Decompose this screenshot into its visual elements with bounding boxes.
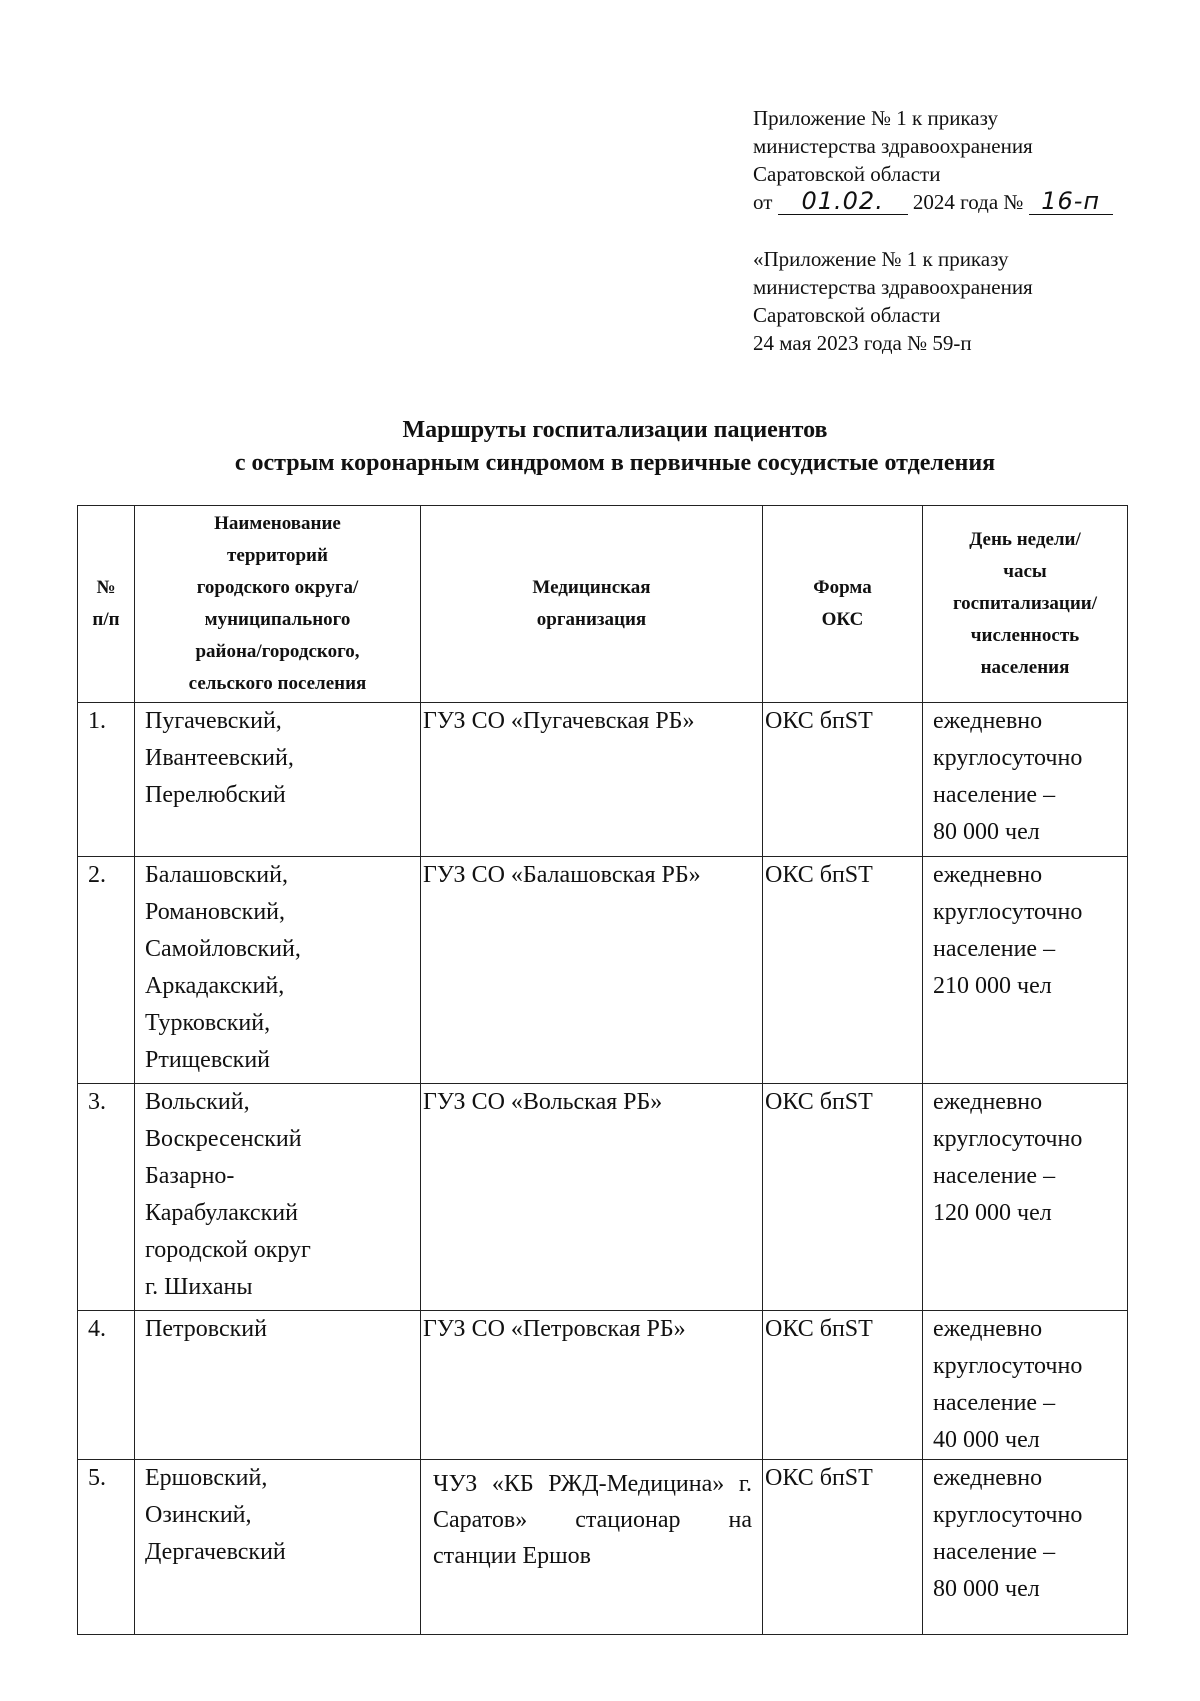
- header-territory-line: городского округа/: [196, 577, 359, 598]
- row-acs-form: ОКС бпST: [763, 1460, 923, 1635]
- row-organization: ЧУЗ «КБ РЖД-Медицина» г. Саратов» стационар на станции Ершов: [421, 1460, 763, 1635]
- table-row: [78, 1084, 1128, 1311]
- row-schedule: [923, 1084, 1128, 1311]
- row-schedule: [923, 1460, 1128, 1635]
- header-day-line: численность: [970, 625, 1080, 646]
- title-line-1: Маршруты госпитализации пациентов: [402, 417, 828, 443]
- header-form-line: Форма: [813, 577, 872, 598]
- territory-line: Пугачевский,: [145, 708, 282, 734]
- date-prefix: от: [753, 190, 773, 214]
- territory-line: Дергачевский: [145, 1539, 286, 1565]
- handwritten-number: 16-п: [1029, 189, 1113, 215]
- territory-line: Самойловский,: [145, 936, 301, 962]
- order-date-line: [753, 188, 1173, 216]
- schedule-line: ежедневно: [933, 862, 1043, 888]
- header-num: [78, 506, 135, 703]
- row-acs-form: ОКС бпST: [763, 1311, 923, 1460]
- table-row: [78, 703, 1128, 857]
- header-territory-line: территорий: [227, 545, 328, 566]
- row-schedule: [923, 857, 1128, 1084]
- order-line-2: министерства здравоохранения: [753, 134, 1033, 158]
- header-org-line: организация: [536, 609, 647, 630]
- routes-table: [77, 505, 1128, 1635]
- schedule-line: население –: [933, 1539, 1056, 1565]
- header-day-line: День недели/: [969, 529, 1081, 550]
- row-schedule: [923, 1311, 1128, 1460]
- row-number: 4.: [78, 1311, 135, 1460]
- table-row: [78, 1460, 1128, 1635]
- row-number: 3.: [78, 1084, 135, 1311]
- schedule-line: население –: [933, 1163, 1056, 1189]
- header-day-line: населения: [980, 657, 1070, 678]
- header-day-line: часы: [1003, 561, 1047, 582]
- territory-line: г. Шиханы: [145, 1274, 253, 1300]
- schedule-line: 210 000 чел: [933, 973, 1052, 999]
- territory-line: Ртищевский: [145, 1047, 271, 1073]
- schedule-line: 80 000 чел: [933, 1576, 1040, 1602]
- table-row: [78, 1311, 1128, 1460]
- schedule-line: ежедневно: [933, 708, 1043, 734]
- schedule-line: население –: [933, 782, 1056, 808]
- territory-line: Ивантеевский,: [145, 745, 294, 771]
- territory-line: Турковский,: [145, 1010, 271, 1036]
- handwritten-date: 01.02.: [778, 189, 908, 215]
- territory-line: Перелюбский: [145, 782, 286, 808]
- row-territory: [135, 857, 421, 1084]
- schedule-line: 120 000 чел: [933, 1200, 1052, 1226]
- row-organization: ГУЗ СО «Пугачевская РБ»: [421, 703, 763, 857]
- schedule-line: ежедневно: [933, 1465, 1043, 1491]
- schedule-line: круглосуточно: [933, 1502, 1083, 1528]
- header-territory-line: сельского поселения: [188, 673, 367, 694]
- prev-order-line-4: 24 мая 2023 года № 59-п: [753, 331, 972, 355]
- territory-line: Аркадакский,: [145, 973, 285, 999]
- row-number: 2.: [78, 857, 135, 1084]
- table-header-row: [78, 506, 1128, 703]
- row-territory: [135, 1311, 421, 1460]
- prev-order-line-2: министерства здравоохранения: [753, 275, 1033, 299]
- order-reference-current: [753, 104, 1173, 216]
- row-organization: ГУЗ СО «Петровская РБ»: [421, 1311, 763, 1460]
- row-organization: ГУЗ СО «Балашовская РБ»: [421, 857, 763, 1084]
- schedule-line: круглосуточно: [933, 899, 1083, 925]
- row-territory: [135, 1084, 421, 1311]
- header-num-line: п/п: [92, 609, 120, 630]
- table-row: [78, 857, 1128, 1084]
- schedule-line: ежедневно: [933, 1316, 1043, 1342]
- prev-order-line-3: Саратовской области: [753, 303, 941, 327]
- schedule-line: круглосуточно: [933, 745, 1083, 771]
- year-text: 2024 года №: [912, 190, 1024, 214]
- schedule-line: 80 000 чел: [933, 819, 1040, 845]
- schedule-line: 40 000 чел: [933, 1427, 1040, 1453]
- row-number: 1.: [78, 703, 135, 857]
- row-schedule: [923, 703, 1128, 857]
- order-line-3: Саратовской области: [753, 162, 941, 186]
- territory-line: городской округ: [145, 1237, 311, 1263]
- order-reference-previous: [753, 245, 1173, 357]
- header-form-line: ОКС: [821, 609, 864, 630]
- title-line-2: с острым коронарным синдромом в первичные сосудистые отделения: [234, 450, 996, 476]
- territory-line: Воскресенский: [145, 1126, 302, 1152]
- header-territory-line: Наименование: [214, 513, 341, 534]
- document-title: [100, 414, 1130, 480]
- row-acs-form: ОКС бпST: [763, 857, 923, 1084]
- row-organization: ГУЗ СО «Вольская РБ»: [421, 1084, 763, 1311]
- schedule-line: ежедневно: [933, 1089, 1043, 1115]
- territory-line: Петровский: [145, 1316, 267, 1342]
- header-day-line: госпитализации/: [952, 593, 1098, 614]
- header-num-line: №: [96, 577, 116, 598]
- territory-line: Базарно-: [145, 1163, 235, 1189]
- territory-line: Озинский,: [145, 1502, 252, 1528]
- header-territory-line: муниципального: [204, 609, 351, 630]
- schedule-line: круглосуточно: [933, 1353, 1083, 1379]
- schedule-line: круглосуточно: [933, 1126, 1083, 1152]
- header-org: [421, 506, 763, 703]
- territory-line: Вольский,: [145, 1089, 250, 1115]
- row-acs-form: ОКС бпST: [763, 703, 923, 857]
- row-number: 5.: [78, 1460, 135, 1635]
- header-form: [763, 506, 923, 703]
- schedule-line: население –: [933, 1390, 1056, 1416]
- row-territory: [135, 703, 421, 857]
- order-line-1: Приложение № 1 к приказу: [753, 106, 998, 130]
- territory-line: Ершовский,: [145, 1465, 268, 1491]
- schedule-line: население –: [933, 936, 1056, 962]
- territory-line: Романовский,: [145, 899, 286, 925]
- row-acs-form: ОКС бпST: [763, 1084, 923, 1311]
- row-territory: [135, 1460, 421, 1635]
- territory-line: Карабулакский: [145, 1200, 298, 1226]
- territory-line: Балашовский,: [145, 862, 288, 888]
- header-territory-line: района/городского,: [195, 641, 360, 662]
- prev-order-line-1: «Приложение № 1 к приказу: [753, 247, 1009, 271]
- header-org-line: Медицинская: [532, 577, 651, 598]
- header-territory: [135, 506, 421, 703]
- header-day: [923, 506, 1128, 703]
